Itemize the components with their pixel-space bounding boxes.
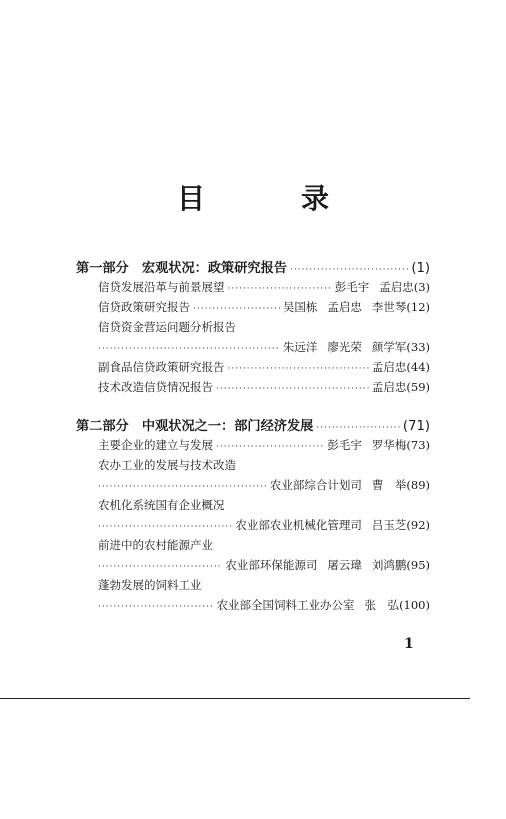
entry-authors xyxy=(235,517,406,533)
author: 农业部综合计划司 xyxy=(269,478,362,492)
author: 曹 举 xyxy=(371,478,407,492)
entry-authors xyxy=(283,339,407,355)
entry-title: 信贷政策研究报告 xyxy=(98,300,190,314)
toc-entry-continuation[interactable] xyxy=(98,557,430,577)
page-number: (89) xyxy=(406,478,430,492)
toc-entry[interactable] xyxy=(98,577,430,597)
page-number: (3) xyxy=(413,280,430,294)
part-label: 第一部分 宏观状况：政策研究报告 xyxy=(76,261,287,276)
entry-authors xyxy=(327,437,406,453)
bottom-rule xyxy=(0,698,470,699)
toc-entry[interactable] xyxy=(98,537,430,557)
page-number: (59) xyxy=(406,380,430,394)
dot-leader xyxy=(98,482,267,492)
author: 孟启忠 xyxy=(379,280,414,294)
author: 孟启忠 xyxy=(327,300,362,314)
author: 农业部环保能源司 xyxy=(225,558,318,572)
page-title: 目 录 xyxy=(176,182,363,215)
toc-entry-continuation[interactable] xyxy=(98,597,430,617)
dot-leader xyxy=(290,265,408,275)
author: 朱远洋 xyxy=(282,340,318,354)
author: 屠云瑋 xyxy=(327,558,362,572)
entry-title: 农办工业的发展与技术改造 xyxy=(98,458,236,472)
entry-title: 前进中的农村能源产业 xyxy=(98,538,213,552)
toc-entry[interactable] xyxy=(98,299,430,319)
entry-authors xyxy=(372,379,407,395)
toc-entry-continuation[interactable] xyxy=(98,477,430,497)
dot-leader xyxy=(98,602,214,612)
toc-entry[interactable] xyxy=(98,359,430,379)
page-number: (1) xyxy=(411,261,430,276)
toc-entry[interactable] xyxy=(98,497,430,517)
entry-title: 技术改造信贷情况报告 xyxy=(98,380,213,394)
toc-entry[interactable] xyxy=(98,437,430,457)
author: 吕玉芝 xyxy=(371,518,407,532)
entry-title: 信贷发展沿革与前景展望 xyxy=(98,280,225,294)
author: 张 弘 xyxy=(364,598,400,612)
author: 孟启忠 xyxy=(371,380,407,394)
toc-part-1[interactable] xyxy=(76,257,430,277)
entry-title: 信贷资金营运问题分析报告 xyxy=(98,320,236,334)
entry-title: 主要企业的建立与发展 xyxy=(98,438,213,452)
author: 廖光荣 xyxy=(327,340,362,354)
toc-entry-continuation[interactable] xyxy=(98,517,430,537)
part-label: 第二部分 中观状况之一：部门经济发展 xyxy=(76,419,314,434)
author: 颜学军 xyxy=(371,340,407,354)
dot-leader xyxy=(228,364,369,374)
toc-entry[interactable] xyxy=(98,379,430,399)
entry-authors xyxy=(217,597,400,613)
author: 彭毛宇 xyxy=(334,280,370,294)
author: 李世琴 xyxy=(371,300,407,314)
page-number: (95) xyxy=(406,558,430,572)
entry-authors xyxy=(372,359,407,375)
dot-leader xyxy=(193,304,280,314)
dot-leader xyxy=(228,284,332,294)
page-number: (33) xyxy=(406,340,430,354)
entry-authors xyxy=(270,477,407,493)
dot-leader xyxy=(216,384,369,394)
entry-title: 农机化系统国有企业概况 xyxy=(98,498,225,512)
entry-authors xyxy=(283,299,407,315)
page-number: (12) xyxy=(406,300,430,314)
toc-entry[interactable] xyxy=(98,457,430,477)
author: 农业部全国饲料工业办公室 xyxy=(216,598,355,612)
dot-leader xyxy=(216,442,324,452)
toc-entry[interactable] xyxy=(98,279,430,299)
page-number: (100) xyxy=(399,598,430,612)
dot-leader xyxy=(316,423,400,433)
toc-entry-continuation[interactable] xyxy=(98,339,430,359)
author: 孟启忠 xyxy=(371,360,407,374)
page-number: (71) xyxy=(402,419,430,434)
author: 刘鸿鹏 xyxy=(371,558,407,572)
author: 吴国栋 xyxy=(282,300,318,314)
author: 农业部农业机械化管理司 xyxy=(235,518,362,532)
dot-leader xyxy=(98,344,280,354)
page-number: (44) xyxy=(406,360,430,374)
author: 彭毛宇 xyxy=(327,438,362,452)
page-number: (73) xyxy=(406,438,430,452)
dot-leader xyxy=(98,562,222,572)
toc-entry[interactable] xyxy=(98,319,430,339)
entry-authors xyxy=(225,557,406,573)
entry-authors xyxy=(335,279,414,295)
toc-part-2[interactable] xyxy=(76,415,430,435)
page-number: (92) xyxy=(406,518,430,532)
folio-page-number: 1 xyxy=(404,636,414,652)
dot-leader xyxy=(98,522,232,532)
author: 罗华梅 xyxy=(371,438,407,452)
entry-title: 副食品信贷政策研究报告 xyxy=(98,360,225,374)
entry-title: 蓬勃发展的饲料工业 xyxy=(98,578,202,592)
